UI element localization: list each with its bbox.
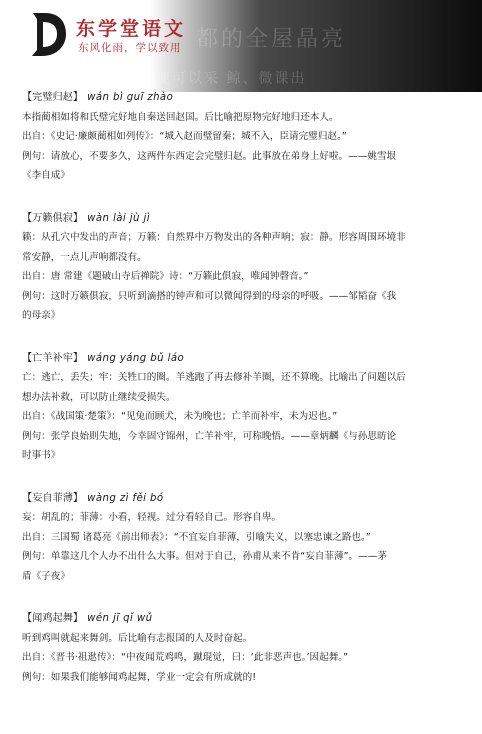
idiom-title: 【妄自菲薄】 [22, 492, 84, 504]
idiom-pinyin: wáng yáng bǔ láo [87, 352, 185, 364]
idiom-title-line [22, 609, 464, 629]
idiom-text-line: 出自：《战国策·楚策》：“见兔而顾犬，未为晚也；亡羊而补牢，未为迟也。” [22, 411, 338, 422]
idiom-entry [0, 209, 482, 326]
idiom-text-line: 例句：这时万籁俱寂，只听到滴搭的钟声和可以微闻得到的母亲的呼吸。——邹韬奋《我 [22, 290, 397, 302]
idiom-title: 【完璧归赵】 [22, 92, 84, 103]
watermark-text: 随便可以采 鲸、微课出 [140, 71, 307, 87]
idiom-text-line: 想办法补救，可以防止继续受损失。 [22, 391, 176, 403]
idiom-pinyin: wén jī qǐ wǔ [87, 613, 153, 624]
idiom-pinyin: wàn lài jù jì [87, 212, 150, 224]
idiom-text-line: 的母亲》 [22, 310, 61, 321]
idiom-text-line: 盾《子夜》 [22, 570, 70, 582]
idiom-text-line: 例句：张学良始则失地，今幸固守锦州，亡羊补牢，可称晚悟。——章炳麟《与孙思昉论 [22, 430, 397, 442]
idiom-pinyin: wán bì guī zhào [87, 92, 174, 103]
idiom-text-line: 例句：请放心，不要多久，这两件东西定会完璧归赵。此事放在弟身上好啦。——姚雪垠 [22, 150, 397, 162]
idiom-text-line: 妄：胡乱的；菲薄：小看，轻视。过分看轻自己。形容自卑。 [22, 512, 282, 523]
idiom-text-line: 听到鸡叫就起来舞剑。后比喻有志报国的人及时奋起。 [22, 632, 253, 644]
idiom-text-line: 亡：逃亡，丢失；牢：关牲口的圈。羊逃跑了再去修补羊圈，还不算晚。比喻出了问题以后 [22, 372, 406, 383]
idiom-title-line [22, 88, 464, 108]
idiom-text-line: 籁：从孔穴中发出的声音；万籁：自然界中万物发出的各种声响；寂：静。形容周围环境非 [22, 232, 406, 243]
idiom-pinyin: wàng zì fěi bó [87, 492, 164, 504]
idiom-text-line: 时事书》 [22, 450, 61, 461]
header-banner [0, 0, 482, 92]
idiom-title-line [22, 209, 464, 229]
idiom-entry [0, 349, 482, 466]
idiom-text-line: 例句：单靠这几个人办不出什么大事。但对于自己，孙甫从来不肯“妄自菲薄”。——茅 [22, 551, 387, 562]
idiom-title-line [22, 489, 464, 509]
idiom-entry [0, 489, 482, 587]
idiom-entry [0, 609, 482, 687]
idiom-text-line: 出自：三国蜀 诸葛亮《前出师表》：“不宜妄自菲薄，引喻失义，以塞忠谏之路也。” [22, 531, 371, 543]
idiom-list [0, 88, 482, 687]
idiom-text-line: 常安静，一点儿声响都没有。 [22, 251, 147, 263]
idiom-text-line: 出自：《晋书·祖逖传》：“中夜闻荒鸡鸣，蹴琨觉，曰：‘此非恶声也。’因起舞。” [22, 652, 349, 663]
logo-d-icon [28, 10, 68, 58]
logo-title: 东学堂语文 [76, 18, 187, 40]
watermark-text: 都的全屋晶亮 [196, 27, 347, 52]
idiom-title: 【万籁俱寂】 [22, 212, 84, 224]
idiom-title: 【闻鸡起舞】 [22, 613, 84, 624]
idiom-title-line [22, 349, 464, 369]
idiom-text-line: 出自：《史记·廉颇蔺相如列传》：“城入赵而璧留秦；城不入，臣请完璧归赵。” [22, 131, 347, 142]
idiom-text-line: 出自：唐 常建《题破山寺后禅院》诗：“万籁此俱寂，唯闻钟磬音。” [22, 271, 309, 282]
idiom-text-line: 《李自成》 [22, 170, 70, 181]
idiom-entry [0, 88, 482, 186]
logo-subtitle: 东风化雨，学以致用 [78, 42, 182, 54]
idiom-text-line: 本指蔺相如将和氏璧完好地自秦送回赵国。后比喻把原物完好地归还本人。 [22, 111, 339, 123]
idiom-text-line: 例句：如果我们能够闻鸡起舞，学业一定会有所成就的! [22, 671, 257, 683]
idiom-title: 【亡羊补牢】 [22, 352, 84, 364]
